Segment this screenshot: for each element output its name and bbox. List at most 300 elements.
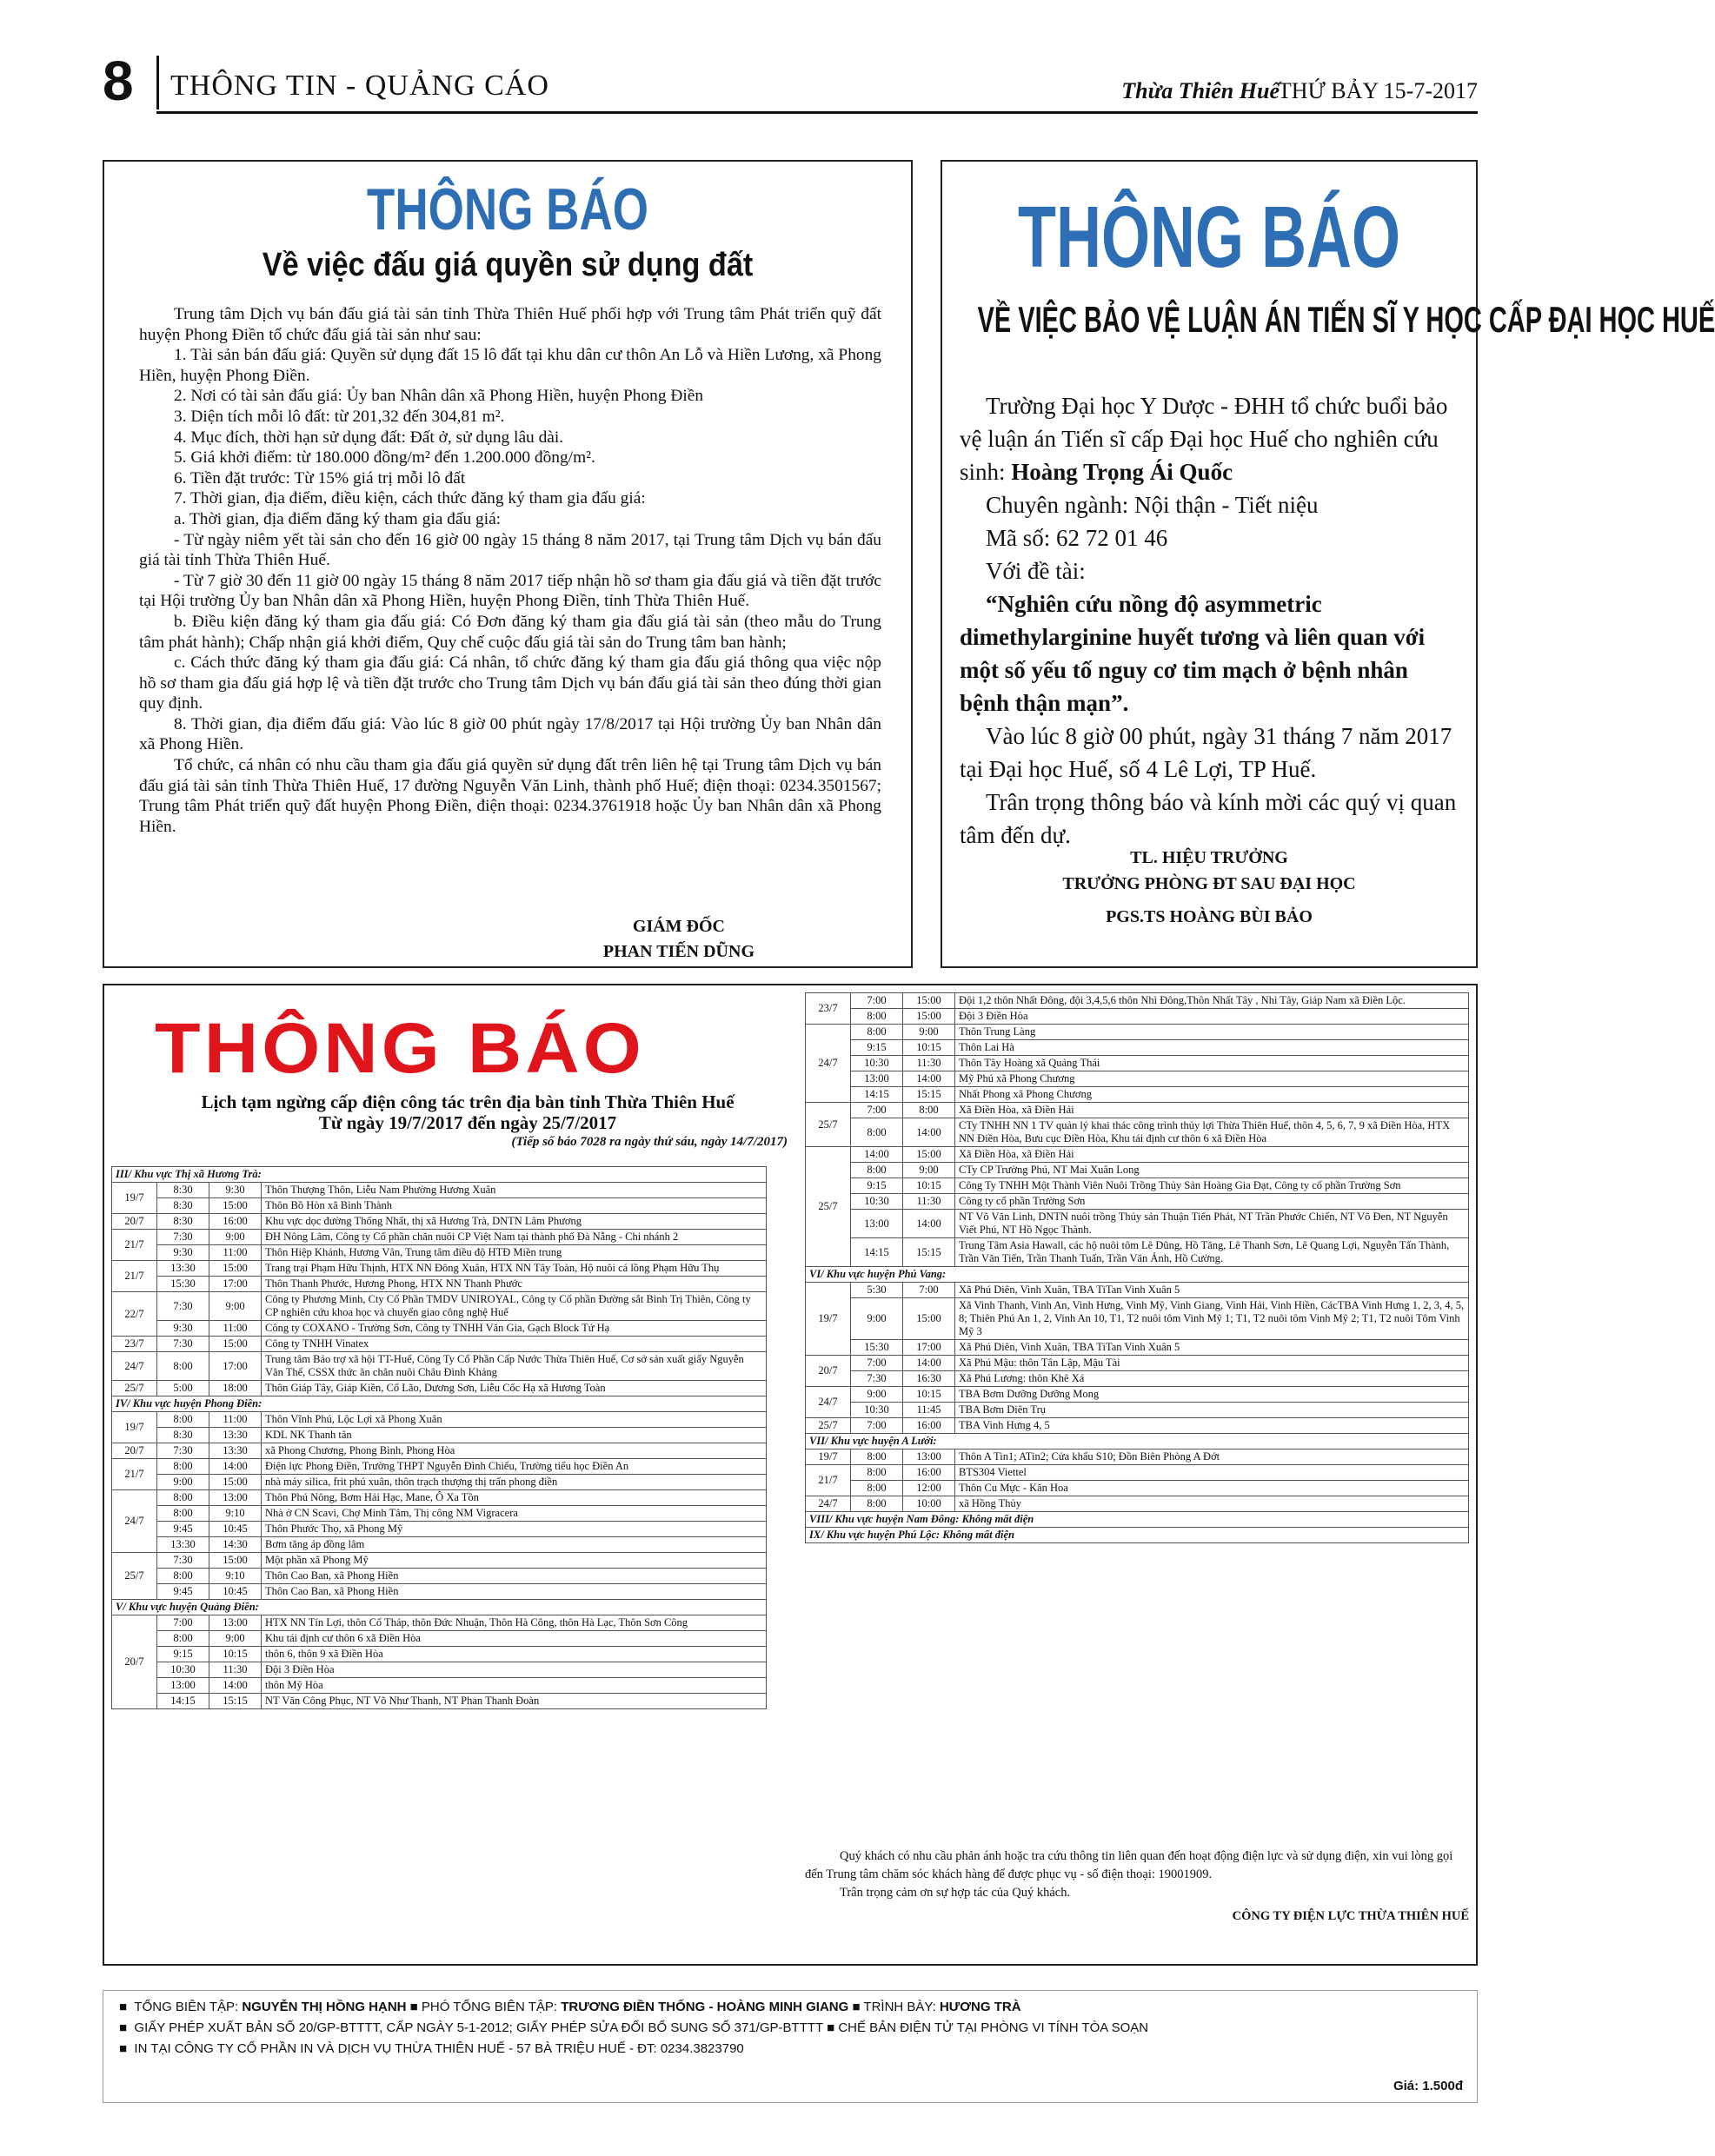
table-row (806, 1178, 1469, 1194)
area-cell: KDL NK Thanh tân (262, 1428, 767, 1443)
area-cell: NT Văn Công Phục, NT Võ Như Thanh, NT Phan Thanh Đoàn (262, 1694, 767, 1709)
table-row (806, 1371, 1469, 1387)
date-cell: 21/7 (806, 1465, 851, 1496)
table-row (112, 1381, 767, 1396)
table-row (112, 1459, 767, 1475)
area-cell: Công ty cổ phần Trường Sơn (955, 1194, 1469, 1210)
to-cell: 14:00 (209, 1459, 262, 1475)
table-row (112, 1569, 767, 1584)
to-cell: 9:10 (209, 1569, 262, 1584)
region-heading: V/ Khu vực huyện Quảng Điền: (112, 1600, 767, 1615)
table-row (112, 1183, 767, 1198)
issue-date: THỨ BẢY 15-7-2017 (1277, 78, 1478, 103)
notice-continuation: (Tiếp số báo 7028 ra ngày thứ sáu, ngày 14/7/2017) (511, 1135, 788, 1149)
to-cell: 15:00 (209, 1337, 262, 1352)
area-cell: Một phần xã Phong Mỹ (262, 1553, 767, 1569)
to-cell: 9:00 (903, 1163, 955, 1178)
notice-signature (603, 914, 754, 965)
table-row (112, 1506, 767, 1522)
table-row (112, 1662, 767, 1678)
area-cell: Thôn Tây Hoàng xã Quảng Thái (955, 1056, 1469, 1071)
from-cell: 7:00 (851, 1418, 903, 1434)
notice-body (960, 389, 1459, 852)
signer-name: PHAN TIẾN DŨNG (602, 942, 754, 961)
table-row (112, 1615, 767, 1631)
land-auction-notice (103, 160, 913, 968)
table-row (806, 993, 1469, 1009)
table-row (112, 1277, 767, 1292)
area-cell: BTS304 Viettel (955, 1465, 1469, 1481)
from-cell: 8:00 (851, 1465, 903, 1481)
to-cell: 16:00 (903, 1465, 955, 1481)
outage-footnote (805, 1848, 1469, 1926)
date-cell: 20/7 (112, 1214, 157, 1230)
area-cell: Công ty Phương Minh, Cty Cổ Phần TMDV UNIROYAL, Công ty Cổ phần Đường sắt Bình Trị Thiên, Công ty CP nghiên cứu khoa học và chuyển giao công nghệ Huế (262, 1292, 767, 1321)
footnote-thanks: Trân trọng cảm ơn sự hợp tác của Quý khách. (840, 1886, 1071, 1900)
to-cell: 15:00 (903, 993, 955, 1009)
date-cell: 25/7 (806, 1147, 851, 1267)
date-cell: 25/7 (806, 1103, 851, 1147)
table-row (112, 1678, 767, 1694)
from-cell: 8:00 (157, 1506, 209, 1522)
area-cell: Thôn Giáp Tây, Giáp Kiền, Cổ Lão, Dương Sơn, Liễu Cốc Hạ xã Hương Toàn (262, 1381, 767, 1396)
table-row (806, 1283, 1469, 1298)
area-cell: Trung tâm Bảo trợ xã hội TT-Huế, Công Ty Cổ Phần Cấp Nước Thừa Thiên Huế, Cơ sở sản xuất giấy Nguyễn Văn Thể, CSSX thức ăn chăn nuôi Châu Đình Khảng (262, 1352, 767, 1381)
to-cell: 10:15 (903, 1178, 955, 1194)
date-cell: 24/7 (112, 1352, 157, 1381)
to-cell: 10:15 (903, 1387, 955, 1403)
from-cell: 8:00 (157, 1490, 209, 1506)
to-cell: 17:00 (903, 1340, 955, 1356)
paragraph: 7. Thời gian, địa điểm, điều kiện, cách thức đăng ký tham gia đấu giá: (174, 489, 646, 508)
area-cell: thôn 6, thôn 9 xã Điền Hòa (262, 1647, 767, 1662)
region-heading: III/ Khu vực Thị xã Hương Trà: (112, 1167, 767, 1183)
from-cell: 7:00 (851, 993, 903, 1009)
table-row (806, 1481, 1469, 1496)
notice-title: THÔNG BÁO (155, 1009, 645, 1088)
table-row (112, 1352, 767, 1381)
date-cell: 19/7 (806, 1283, 851, 1356)
to-cell: 9:00 (903, 1025, 955, 1040)
from-cell: 7:30 (851, 1371, 903, 1387)
from-cell: 8:00 (157, 1412, 209, 1428)
area-cell: Nhà ở CN Scavi, Chợ Minh Tâm, Thị công NM Vigracera (262, 1506, 767, 1522)
table-row (112, 1245, 767, 1261)
area-cell: TBA Bơm Dưỡng Dưỡng Mong (955, 1387, 1469, 1403)
to-cell: 10:45 (209, 1522, 262, 1537)
to-cell: 11:30 (903, 1056, 955, 1071)
thesis-defense-notice (941, 160, 1715, 968)
from-cell: 9:00 (157, 1475, 209, 1490)
power-outage-notice (103, 984, 1478, 1966)
area-cell: Thôn Cao Ban, xã Phong Hiền (262, 1584, 767, 1600)
to-cell: 11:00 (209, 1245, 262, 1261)
from-cell: 9:45 (157, 1522, 209, 1537)
from-cell: 10:30 (851, 1056, 903, 1071)
paragraph: b. Điều kiện đăng ký tham gia đấu giá: Có Đơn đăng ký tham gia đấu giá tài sản (theo mẫu do Trung tâm phát hành); Chấp nhận giá khởi điểm, Quy chế cuộc đấu giá tài sản do Trung tâm ban hành; (139, 612, 881, 652)
to-cell: 14:00 (903, 1118, 955, 1147)
table-row (806, 1356, 1469, 1371)
date-cell: 20/7 (112, 1443, 157, 1459)
area-cell: xã Phong Chương, Phong Bình, Phong Hòa (262, 1443, 767, 1459)
from-cell: 14:15 (157, 1694, 209, 1709)
region-heading: IX/ Khu vực huyện Phú Lộc: Không mất điện (806, 1528, 1469, 1543)
date-cell: 19/7 (112, 1183, 157, 1214)
table-row (806, 1147, 1469, 1163)
to-cell: 14:30 (209, 1537, 262, 1553)
deputy-names: TRƯƠNG ĐIỀN THỐNG - HOÀNG MINH GIANG (561, 2000, 849, 2014)
major-text: Chuyên ngành: Nội thận - Tiết niệu (986, 492, 1319, 518)
page-header (103, 50, 1478, 115)
to-cell: 12:00 (903, 1481, 955, 1496)
table-row (112, 1261, 767, 1277)
from-cell: 8:00 (157, 1569, 209, 1584)
area-cell: Thôn Thanh Phước, Hương Phong, HTX NN Thanh Phước (262, 1277, 767, 1292)
signer-name: PGS.TS HOÀNG BÙI BẢO (1106, 907, 1313, 926)
to-cell: 9:00 (209, 1230, 262, 1245)
from-cell: 9:00 (851, 1387, 903, 1403)
to-cell: 15:00 (903, 1009, 955, 1025)
from-cell: 9:30 (157, 1245, 209, 1261)
from-cell: 8:00 (157, 1459, 209, 1475)
table-row (806, 1465, 1469, 1481)
region-heading: VIII/ Khu vực huyện Nam Đông: Không mất điện (806, 1512, 1469, 1528)
area-cell: Thôn Cao Ban, xã Phong Hiền (262, 1569, 767, 1584)
table-row (806, 1496, 1469, 1512)
table-row (112, 1584, 767, 1600)
to-cell: 14:00 (209, 1678, 262, 1694)
area-cell: Mỹ Phú xã Phong Chương (955, 1071, 1469, 1087)
area-cell: Trung Tâm Asia Hawall, các hộ nuôi tôm Lê Dũng, Hồ Tăng, Lê Thanh Sơn, Lê Quang Lợi, Nguyễn Tấn Thành, Trần Văn Tiến, Trần Thanh Tuấn, Trần Văn Ảnh, Hồ Cường. (955, 1238, 1469, 1267)
paragraph: - Từ 7 giờ 30 đến 11 giờ 00 ngày 15 tháng 8 năm 2017 tiếp nhận hồ sơ tham gia đấu giá và tiền đặt trước tại Hội trường Ủy ban Nhân dân xã Phong Hiền, huyện Phong Điền, tỉnh Thừa Thiên Huế. (139, 571, 881, 611)
area-cell: Thôn Lai Hà (955, 1040, 1469, 1056)
from-cell: 7:30 (157, 1553, 209, 1569)
signer-line-1: TL. HIỆU TRƯỞNG (1130, 848, 1288, 867)
area-cell: Khu vực dọc đường Thống Nhất, thị xã Hương Trà, DNTN Lâm Phương (262, 1214, 767, 1230)
from-cell: 13:00 (851, 1210, 903, 1238)
table-row (806, 1387, 1469, 1403)
notice-signature (942, 845, 1476, 930)
region-row (806, 1528, 1469, 1543)
to-cell: 14:00 (903, 1071, 955, 1087)
to-cell: 8:00 (903, 1103, 955, 1118)
region-heading: VII/ Khu vực huyện A Lưới: (806, 1434, 1469, 1449)
license-line: ■ GIẤY PHÉP XUẤT BẢN SỐ 20/GP-BTTTT, CẤP NGÀY 5-1-2012; GIẤY PHÉP SỬA ĐỔI BỔ SUNG SỐ 371/GP-BTTTT ■ CHẾ BẢN ĐIỆN TỬ TẠI PHÒNG VI TÍNH TÒA SOẠN (119, 2020, 1149, 2035)
paragraph: Tổ chức, cá nhân có nhu cầu tham gia đấu giá quyền sử dụng đất trên liên hệ tại Trung tâm Dịch vụ bán đấu giá tài sản tỉnh Thừa Thiên Huế, 17 đường Nguyễn Văn Linh, thành phố Huế; điện thoại: 0234.3501567; Trung tâm Phát triển quỹ đất huyện Phong Điền, điện thoại: 0234.3761918 hoặc Ủy ban Nhân dân xã Phong Hiền. (139, 756, 881, 836)
table-row (806, 1340, 1469, 1356)
to-cell: 10:45 (209, 1584, 262, 1600)
closing-text: Trân trọng thông báo và kính mời các quý vị quan tâm đến dự. (960, 789, 1457, 848)
area-cell: Đội 3 Điền Hòa (262, 1662, 767, 1678)
table-row (806, 1210, 1469, 1238)
table-row (112, 1694, 767, 1709)
to-cell: 15:00 (209, 1198, 262, 1214)
area-cell: Xã Phú Diên, Vinh Xuân, TBA TiTan Vinh Xuân 5 (955, 1340, 1469, 1356)
to-cell: 11:00 (209, 1321, 262, 1337)
topic-text: “Nghiên cứu nồng độ asymmetric dimethylarginine huyết tương và liên quan với một số yếu tố nguy cơ tim mạch ở bệnh nhân bệnh thận mạn”. (960, 591, 1426, 716)
from-cell: 7:00 (851, 1356, 903, 1371)
from-cell: 8:00 (851, 1118, 903, 1147)
from-cell: 8:00 (851, 1163, 903, 1178)
paragraph: 6. Tiền đặt trước: Từ 15% giá trị mỗi lô đất (174, 468, 466, 488)
paragraph: - Từ ngày niêm yết tài sản cho đến 16 giờ 00 ngày 15 tháng 8 năm 2017, tại Trung tâm Dịch vụ bán đấu giá tài tỉnh Thừa Thiên Huế. (139, 530, 881, 570)
area-cell: Xã Vinh Thanh, Vinh An, Vinh Hưng, Vinh Mỹ, Vinh Giang, Vinh Hải, Vinh Hiền, CácTBA Vinh Hưng 1, 2, 3, 4, 5, 8; Thiên Phú An 1, 2, Vinh An 10, T1, T2 nuôi tôm Vinh Mỹ 1; T1, T2 nuôi tôm Vinh Mỹ 2; T1, T2 nuôi Tôm Vinh Mỹ 3 (955, 1298, 1469, 1340)
area-cell: NT Võ Văn Linh, DNTN nuôi trồng Thủy sản Thuận Tiến Phát, NT Trần Phước Chiến, NT Võ Đen, NT Nguyễn Viết Phú, NT Hồ Ngọc Thành. (955, 1210, 1469, 1238)
table-row (112, 1321, 767, 1337)
table-row (806, 1040, 1469, 1056)
area-cell: Đội 3 Điền Hòa (955, 1009, 1469, 1025)
from-cell: 5:00 (157, 1381, 209, 1396)
table-row (112, 1537, 767, 1553)
area-cell: Xã Điền Hòa, xã Điền Hải (955, 1147, 1469, 1163)
paragraph: 3. Diện tích mỗi lô đất: từ 201,32 đến 304,81 m². (174, 407, 505, 426)
area-cell: Thôn Hiệp Khánh, Hương Vân, Trung tâm điều độ HTĐ Miền trung (262, 1245, 767, 1261)
outage-table-left (111, 1166, 767, 1709)
company-name: CÔNG TY ĐIỆN LỰC THỪA THIÊN HUẾ (1232, 1909, 1469, 1923)
date-cell: 23/7 (112, 1337, 157, 1352)
editorial-line: ■ TỔNG BIÊN TẬP: NGUYỄN THỊ HỒNG HẠNH ■ PHÓ TỔNG BIÊN TẬP: TRƯƠNG ĐIỀN THỐNG - HOÀNG MINH GIANG ■ TRÌNH BÀY: HƯƠNG TRÀ (119, 2000, 1021, 2014)
date-cell: 21/7 (112, 1230, 157, 1261)
to-cell: 10:15 (903, 1040, 955, 1056)
area-cell: Đội 1,2 thôn Nhất Đông, đội 3,4,5,6 thôn Nhì Đông,Thôn Nhất Tây , Nhì Tây, Giáp Nam xã Điền Lộc. (955, 993, 1469, 1009)
date-cell: 25/7 (112, 1553, 157, 1600)
from-cell: 8:00 (157, 1631, 209, 1647)
to-cell: 15:00 (209, 1553, 262, 1569)
table-row (806, 1403, 1469, 1418)
from-cell: 13:00 (157, 1678, 209, 1694)
area-cell: TBA Bơm Diên Trụ (955, 1403, 1469, 1418)
from-cell: 8:30 (157, 1198, 209, 1214)
from-cell: 14:00 (851, 1147, 903, 1163)
table-row (112, 1428, 767, 1443)
to-cell: 9:00 (209, 1292, 262, 1321)
outage-table-right (805, 992, 1469, 1543)
area-cell: ĐH Nông Lâm, Công ty Cổ phần chăn nuôi CP Việt Nam tại thành phố Đà Nẵng - Chi nhánh 2 (262, 1230, 767, 1245)
date-cell: 20/7 (112, 1615, 157, 1709)
date-cell: 25/7 (112, 1381, 157, 1396)
to-cell: 13:30 (209, 1428, 262, 1443)
table-row (112, 1412, 767, 1428)
to-cell: 9:00 (209, 1631, 262, 1647)
table-row (806, 1071, 1469, 1087)
from-cell: 8:30 (157, 1214, 209, 1230)
table-row (806, 1118, 1469, 1147)
area-cell: Thôn Bồ Hòn xã Bình Thành (262, 1198, 767, 1214)
to-cell: 18:00 (209, 1381, 262, 1396)
to-cell: 15:15 (903, 1238, 955, 1267)
from-cell: 8:30 (157, 1183, 209, 1198)
area-cell: Thôn Cu Mực - Kăn Hoa (955, 1481, 1469, 1496)
from-cell: 13:00 (851, 1071, 903, 1087)
from-cell: 8:30 (157, 1428, 209, 1443)
to-cell: 7:00 (903, 1283, 955, 1298)
from-cell: 13:30 (157, 1261, 209, 1277)
area-cell: Xã Phú Diên, Vinh Xuân, TBA TiTan Vinh Xuân 5 (955, 1283, 1469, 1298)
paragraph: 2. Nơi có tài sản đấu giá: Ủy ban Nhân dân xã Phong Hiền, huyện Phong Điền (174, 387, 704, 406)
area-cell: CTy CP Trường Phú, NT Mai Xuân Long (955, 1163, 1469, 1178)
area-cell: nhà máy silica, frit phú xuân, thôn trạch thượng thị trấn phong điền (262, 1475, 767, 1490)
to-cell: 16:00 (903, 1418, 955, 1434)
area-cell: Xã Phú Mậu: thôn Tân Lập, Mậu Tài (955, 1356, 1469, 1371)
topic-label: Với đề tài: (986, 558, 1086, 584)
to-cell: 11:00 (209, 1412, 262, 1428)
area-cell: Trang trại Phạm Hữu Thịnh, HTX NN Đông Xuân, HTX NN Tây Toàn, Hộ nuôi cá lồng Phạm Hữu Thụ (262, 1261, 767, 1277)
area-cell: Xã Điền Hòa, xã Điền Hải (955, 1103, 1469, 1118)
header-divider (156, 56, 159, 109)
region-row (112, 1396, 767, 1412)
table-row (806, 1009, 1469, 1025)
region-row (806, 1512, 1469, 1528)
area-cell: HTX NN Tín Lợi, thôn Cổ Tháp, thôn Đức Nhuận, Thôn Hà Công, thôn Hà Lạc, Thôn Sơn Công (262, 1615, 767, 1631)
table-row (806, 1025, 1469, 1040)
area-cell: Nhất Phong xã Phong Chương (955, 1087, 1469, 1103)
table-row (806, 1449, 1469, 1465)
to-cell: 13:00 (903, 1449, 955, 1465)
from-cell: 9:00 (851, 1298, 903, 1340)
area-cell: Thôn Vĩnh Phú, Lộc Lợi xã Phong Xuân (262, 1412, 767, 1428)
to-cell: 10:15 (209, 1647, 262, 1662)
editor-name: NGUYỄN THỊ HỒNG HẠNH (242, 2000, 407, 2014)
date-cell: 20/7 (806, 1356, 851, 1387)
region-row (112, 1167, 767, 1183)
paragraph: 1. Tài sản bán đấu giá: Quyền sử dụng đất 15 lô đất tại khu dân cư thôn An Lỗ và Hiền Lương, xã Phong Hiền, huyện Phong Điền. (139, 346, 881, 385)
paragraph: 4. Mục đích, thời hạn sử dụng đất: Đất ở, sử dụng lâu dài. (174, 428, 564, 447)
from-cell: 8:00 (157, 1352, 209, 1381)
from-cell: 7:30 (157, 1443, 209, 1459)
paragraph: c. Cách thức đăng ký tham gia đấu giá: Cá nhân, tổ chức đăng ký tham gia đấu giá thông qua việc nộp hồ sơ tham gia đấu giá hợp lệ và tiền đặt trước cho Trung tâm Dịch vụ bán đấu giá tài sản theo đúng thời gian quy định. (139, 653, 881, 713)
from-cell: 7:30 (157, 1230, 209, 1245)
from-cell: 10:30 (851, 1403, 903, 1418)
table-row (112, 1443, 767, 1459)
area-cell: Thôn Thượng Thôn, Liễu Nam Phường Hương Xuân (262, 1183, 767, 1198)
paragraph: Trung tâm Dịch vụ bán đấu giá tài sản tỉnh Thừa Thiên Huế phối hợp với Trung tâm Phát triển quỹ đất huyện Phong Điền tổ chức đấu giá tài sản như sau: (139, 305, 881, 344)
region-row (806, 1434, 1469, 1449)
to-cell: 13:00 (209, 1615, 262, 1631)
layout-name: HƯƠNG TRÀ (939, 2000, 1021, 2014)
region-row (112, 1600, 767, 1615)
table-row (806, 1103, 1469, 1118)
to-cell: 15:00 (903, 1298, 955, 1340)
to-cell: 15:15 (903, 1087, 955, 1103)
table-row (806, 1418, 1469, 1434)
from-cell: 7:30 (157, 1292, 209, 1321)
from-cell: 15:30 (157, 1277, 209, 1292)
table-row (112, 1337, 767, 1352)
table-row (806, 1194, 1469, 1210)
area-cell: xã Hồng Thủy (955, 1496, 1469, 1512)
date-cell: 21/7 (112, 1459, 157, 1490)
area-cell: thôn Mỹ Hòa (262, 1678, 767, 1694)
header-rule (156, 111, 1478, 114)
from-cell: 5:30 (851, 1283, 903, 1298)
to-cell: 17:00 (209, 1277, 262, 1292)
table-row (806, 1238, 1469, 1267)
from-cell: 7:30 (157, 1337, 209, 1352)
notice-body (139, 304, 881, 837)
date-cell: 19/7 (112, 1412, 157, 1443)
printer-line: ■ IN TẠI CÔNG TY CỔ PHẦN IN VÀ DỊCH VỤ THỪA THIÊN HUẾ - 57 BÀ TRIỆU HUẾ - ĐT: 0234.3823790 (119, 2041, 744, 2056)
date-cell: 24/7 (806, 1387, 851, 1418)
table-row (112, 1292, 767, 1321)
area-cell: Bơm tăng áp đồng lâm (262, 1537, 767, 1553)
from-cell: 15:30 (851, 1340, 903, 1356)
from-cell: 10:30 (851, 1194, 903, 1210)
newspaper-name: Thừa Thiên Huế (1121, 78, 1280, 103)
from-cell: 8:00 (851, 1496, 903, 1512)
notice-subtitle: VỀ VIỆC BẢO VỆ LUẬN ÁN TIẾN SĨ Y HỌC CẤP ĐẠI HỌC HUẾ (977, 299, 1715, 340)
table-row (112, 1214, 767, 1230)
area-cell: Điện lực Phong Điền, Trường THPT Nguyễn Đình Chiểu, Trường tiểu học Điền An (262, 1459, 767, 1475)
from-cell: 7:00 (851, 1103, 903, 1118)
paragraph: 8. Thời gian, địa điểm đấu giá: Vào lúc 8 giờ 00 phút ngày 17/8/2017 tại Hội trường Ủy ban Nhân dân xã Phong Hiền. (139, 714, 881, 754)
to-cell: 17:00 (209, 1352, 262, 1381)
from-cell: 9:30 (157, 1321, 209, 1337)
to-cell: 15:00 (903, 1147, 955, 1163)
from-cell: 13:30 (157, 1537, 209, 1553)
paragraph: 5. Giá khởi điểm: từ 180.000 đồng/m² đến 1.200.000 đồng/m². (174, 448, 595, 468)
from-cell: 10:30 (157, 1662, 209, 1678)
to-cell: 16:00 (209, 1214, 262, 1230)
area-cell: Thôn Phú Nông, Bơm Hải Hạc, Mane, Ô Xa Tồn (262, 1490, 767, 1506)
table-row (112, 1647, 767, 1662)
to-cell: 11:30 (903, 1194, 955, 1210)
to-cell: 15:00 (209, 1261, 262, 1277)
area-cell: CTy TNHH NN 1 TV quản lý khai thác công trình thủy lợi Thừa Thiên Huế, thôn 4, 5, 6, 7, 9 xã Điền Hòa, HTX NN Điền Hòa, Bưu cục Điền Hòa, Khu tái định cư thôn 6 xã Điền Hòa (955, 1118, 1469, 1147)
date-cell: 19/7 (806, 1449, 851, 1465)
from-cell: 8:00 (851, 1481, 903, 1496)
to-cell: 9:30 (209, 1183, 262, 1198)
table-row (112, 1631, 767, 1647)
to-cell: 10:00 (903, 1496, 955, 1512)
area-cell: Khu tái định cư thôn 6 xã Điền Hòa (262, 1631, 767, 1647)
section-title: THÔNG TIN - QUẢNG CÁO (170, 70, 549, 102)
page-number: 8 (103, 50, 134, 112)
table-row (806, 1087, 1469, 1103)
date-cell: 23/7 (806, 993, 851, 1025)
time-place-text: Vào lúc 8 giờ 00 phút, ngày 31 tháng 7 năm 2017 tại Đại học Huế, số 4 Lê Lợi, TP Huế. (960, 723, 1452, 782)
from-cell: 14:15 (851, 1238, 903, 1267)
table-row (806, 1298, 1469, 1340)
notice-date-range: Từ ngày 19/7/2017 đến ngày 25/7/2017 (318, 1112, 617, 1133)
region-row (806, 1267, 1469, 1283)
notice-subtitle: Lịch tạm ngừng cấp điện công tác trên địa bàn tỉnh Thừa Thiên Huế (201, 1091, 735, 1112)
to-cell: 11:45 (903, 1403, 955, 1418)
area-cell: Công ty COXANO - Trường Sơn, Công ty TNHH Văn Gia, Gạch Block Tứ Hạ (262, 1321, 767, 1337)
table-row (112, 1490, 767, 1506)
from-cell: 9:45 (157, 1584, 209, 1600)
candidate-name: Hoàng Trọng Ái Quốc (1011, 459, 1233, 485)
from-cell: 9:15 (157, 1647, 209, 1662)
to-cell: 13:00 (209, 1490, 262, 1506)
notice-title: THÔNG BÁO (366, 176, 649, 242)
date-cell: 21/7 (112, 1261, 157, 1292)
table-row (112, 1553, 767, 1569)
date-cell: 22/7 (112, 1292, 157, 1337)
date-cell: 24/7 (806, 1496, 851, 1512)
to-cell: 13:30 (209, 1443, 262, 1459)
notice-title: THÔNG BÁO (1018, 189, 1400, 286)
date-cell: 24/7 (806, 1025, 851, 1103)
from-cell: 9:15 (851, 1040, 903, 1056)
region-heading: VI/ Khu vực huyện Phú Vang: (806, 1267, 1469, 1283)
to-cell: 11:30 (209, 1662, 262, 1678)
table-row (112, 1230, 767, 1245)
area-cell: Công Ty TNHH Một Thành Viên Nuôi Trồng Thủy Sản Hoàng Gia Đạt, Công ty cổ phần Trường Sơn (955, 1178, 1469, 1194)
region-heading: IV/ Khu vực huyện Phong Điền: (112, 1396, 767, 1412)
from-cell: 8:00 (851, 1449, 903, 1465)
from-cell: 8:00 (851, 1009, 903, 1025)
paragraph: a. Thời gian, địa điểm đăng ký tham gia đấu giá: (174, 509, 502, 528)
